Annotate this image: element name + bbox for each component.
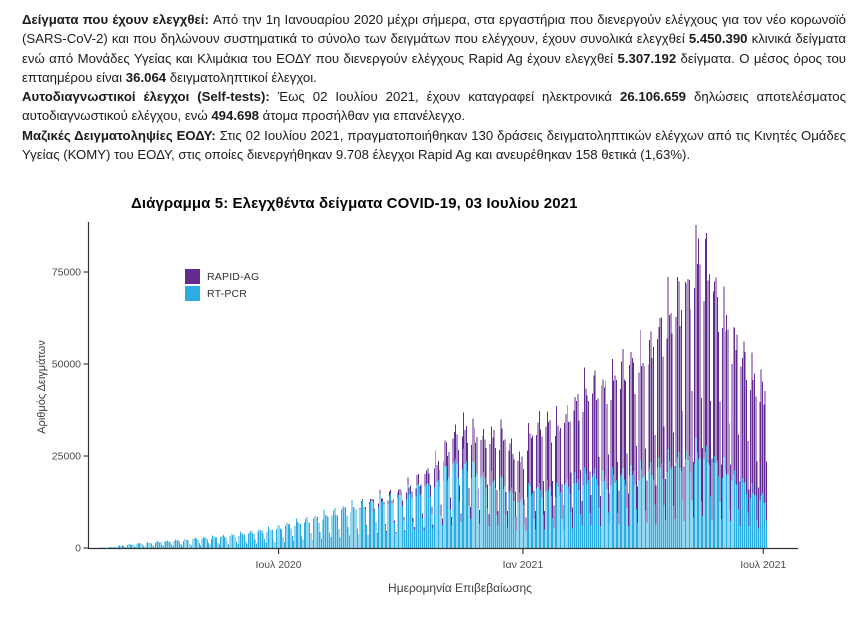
text-run: Από την 1η Ιανουαρίου 2020 μέχρι σήμερα, στα εργαστήρια που διενεργούν ελέγχους για τον νέο κορωνοϊό (SARS-CoV-2) και που δηλώνουν συστηματικά το σύνολο των δειγμάτων που ελέγχουν, έχουν συνολικά ελεγχθεί — [22, 12, 846, 47]
x-tick-label: Ιαν 2021 — [502, 559, 544, 571]
y-tick-label: 0 — [75, 542, 81, 555]
y-tick-label: 25000 — [51, 450, 81, 463]
plot-area — [0, 222, 866, 592]
x-tick-label: Ιουλ 2021 — [740, 559, 787, 571]
text-run: κλινικά δείγματα ενώ από Μονάδες Υγείας και Κλιμάκια του ΕΟΔΥ που διενεργούν ελέγχους Rapid Ag έχουν ελεγχθεί — [22, 31, 846, 66]
paragraph-1 — [22, 10, 846, 87]
text-run: Έως 02 Ιουλίου 2021, έχουν καταγραφεί ηλεκτρονικά — [277, 89, 621, 105]
bold-text-run: Αυτοδιαγνωστικοί έλεγχοι (Self-tests): — [22, 89, 278, 105]
paragraph-3 — [22, 126, 846, 165]
legend-label: RAPID-AG — [207, 270, 260, 283]
bold-text-run: 494.698 — [211, 108, 259, 124]
legend-label: RT-PCR — [207, 287, 248, 300]
y-tick-label: 75000 — [51, 266, 81, 279]
bold-text-run: 26.106.659 — [620, 89, 687, 105]
text-run: άτομα προσήλθαν για επανέλεγχο. — [258, 108, 466, 124]
bold-text-run: Μαζικές Δειγματοληψίες ΕΟΔΥ: — [22, 127, 220, 143]
y-tick-label: 50000 — [51, 358, 81, 371]
bold-text-run: 36.064 — [125, 69, 167, 85]
bold-text-run: 5.307.192 — [617, 50, 677, 66]
y-axis-label: Αριθμός Δειγμάτων — [36, 340, 48, 434]
text-run: δειγματοληπτικοί έλεγχοι. — [166, 69, 317, 85]
bold-text-run: Δείγματα που έχουν ελεγχθεί: — [22, 12, 214, 27]
text-run: δηλώσεις αποτελέσματος αυτοδιαγνωστικού ελέγχου, ενώ — [22, 89, 846, 124]
text-run: Στις 02 Ιουλίου 2021, πραγματοποιήθηκαν 130 δράσεις δειγματοληπτικών ελέγχων από τις Κινητές Ομάδες Υγείας (ΚΟΜΥ) του ΕΟΔΥ, στις οποίες διενεργήθηκαν 9.708 έλεγχοι Rapid Ag και ανευρέθηκαν 158 θετικά (1,63%). — [22, 127, 846, 163]
x-tick-label: Ιουλ 2020 — [255, 559, 302, 571]
chart-title: Διάγραμμα 5: Ελεγχθέντα δείγματα COVID-19, 03 Ιουλίου 2021 — [131, 195, 578, 212]
x-axis-label: Ημερομηνία Επιβεβαίωσης — [388, 581, 532, 595]
paragraph-2 — [22, 87, 846, 126]
text-run: δείγματα. Ο μέσος όρος του επταημέρου είναι — [22, 50, 846, 85]
summary-text-block — [22, 10, 846, 164]
bold-text-run: 5.450.390 — [688, 31, 748, 47]
